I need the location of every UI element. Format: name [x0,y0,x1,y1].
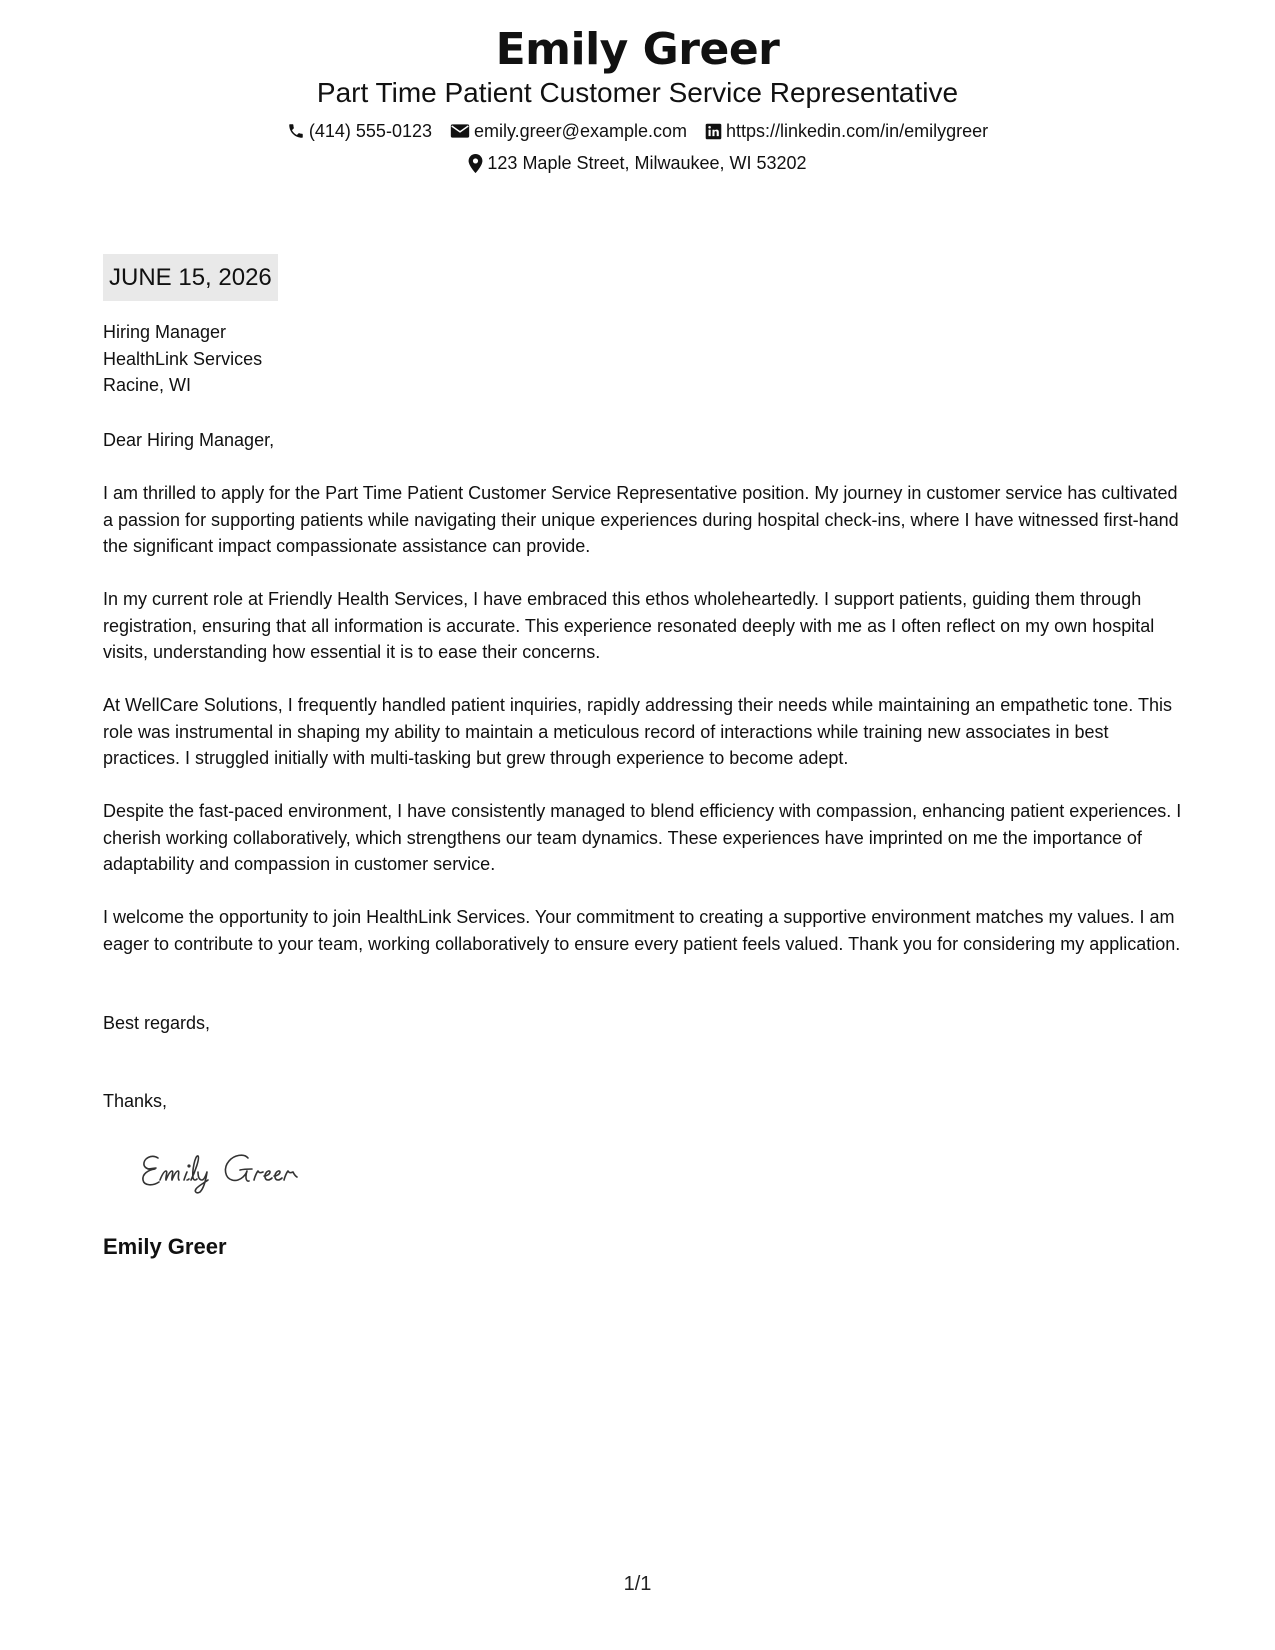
body-paragraph: In my current role at Friendly Health Services, I have embraced this ethos wholeheartedly. I support patients, guiding them through registration, ensuring that all information is accurate. This experience resonated deeply with me as I often reflect on my own hospital visits, understanding how essential it is to ease their concerns. [103,589,1155,662]
map-pin-icon [468,154,483,173]
linkedin-icon [705,123,722,140]
recipient-line: Hiring Manager [103,322,227,342]
letter-date: JUNE 15, 2026 [103,254,278,301]
salutation: Dear Hiring Manager, [103,430,275,450]
linkedin-contact[interactable] [705,120,988,142]
recipient-line: Racine, WI [103,375,192,395]
address-contact [468,152,806,174]
address-text: 123 Maple Street, Milwaukee, WI 53202 [487,153,807,173]
applicant-name: Emily Greer [495,24,780,75]
envelope-icon [450,123,470,139]
applicant-role: Part Time Patient Customer Service Representative [316,77,959,108]
address-line [0,152,1275,174]
thanks-line: Thanks, [103,1091,168,1111]
closing: Best regards, [103,1013,211,1033]
page-number: 1/1 [623,1573,652,1595]
phone-contact [287,120,432,142]
phone-text: (414) 555-0123 [308,121,432,141]
letter-header [0,24,1275,174]
phone-icon [287,122,305,140]
handwritten-signature [136,1140,336,1200]
linkedin-text[interactable]: https://linkedin.com/in/emilygreer [726,121,989,141]
email-contact[interactable] [450,120,687,142]
recipient-line: HealthLink Services [103,348,263,369]
body-paragraph: Despite the fast-paced environment, I have consistently managed to blend efficiency with compassion, enhancing patient experiences. I cherish working collaboratively, which strengthens our team dynamics. These experiences have imprinted on me the importance of adaptability and compassion in customer service. [103,801,1182,874]
body-paragraph: I am thrilled to apply for the Part Time Patient Customer Service Representative position. My journey in customer service has cultivated a passion for supporting patients while navigating their unique experiences during hospital check-ins, where I have witnessed first-hand the significant impact compassionate assistance can provide. [103,483,1179,556]
body-paragraph: At WellCare Solutions, I frequently handled patient inquiries, rapidly addressing their needs while maintaining an empathetic tone. This role was instrumental in shaping my ability to maintain a meticulous record of interactions while training new associates in best practices. I struggled initially with multi-tasking but grew through experience to become adept. [103,695,1172,768]
contact-line [0,120,1275,142]
email-text[interactable]: emily.greer@example.com [473,121,687,141]
body-paragraph: I welcome the opportunity to join HealthLink Services. Your commitment to creating a supportive environment matches my values. I am eager to contribute to your team, working collaboratively to ensure every patient feels valued. Thank you for considering my application. [103,907,1181,954]
signer-name: Emily Greer [103,1234,227,1259]
recipient-block [103,319,1183,399]
